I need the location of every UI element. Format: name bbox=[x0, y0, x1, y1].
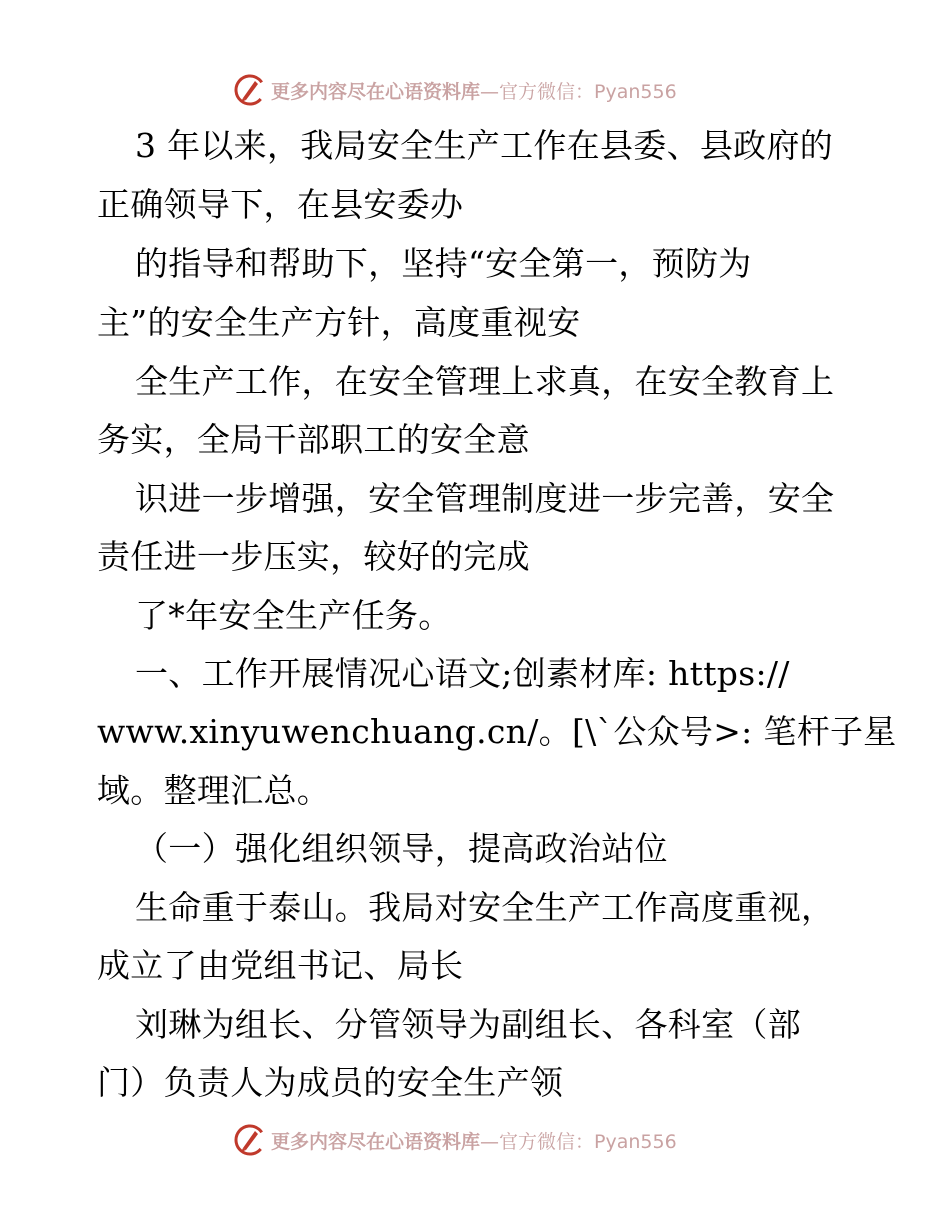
body-line: 生命重于泰山。我局对安全生产工作高度重视， bbox=[135, 888, 835, 927]
footer-banner-title: 更多内容尽在心语资料库 bbox=[271, 1130, 481, 1153]
body-line: 识进一步增强，安全管理制度进一步完善，安全 bbox=[135, 479, 835, 518]
quill-pen-logo-icon bbox=[233, 1123, 267, 1157]
body-line: 的指导和帮助下，坚持“安全第一，预防为 bbox=[135, 244, 752, 283]
body-line: 域。整理汇总。 bbox=[97, 771, 331, 810]
body-line: 刘琳为组长、分管领导为副组长、各科室（部 bbox=[135, 1005, 801, 1044]
footer-banner bbox=[233, 1122, 677, 1158]
body-line: 一、工作开展情况心语文;创素材库: https:// bbox=[135, 654, 790, 693]
body-line: 了*年安全生产任务。 bbox=[135, 596, 452, 635]
body-line: 全生产工作，在安全管理上求真，在安全教育上 bbox=[135, 362, 835, 401]
body-line: 正确领导下，在县安委办 bbox=[97, 185, 464, 224]
body-line: 责任进一步压实，较好的完成 bbox=[97, 537, 530, 576]
body-line: www.xinyuwenchuang.cn/。[\`公众号>: 笔杆子星 bbox=[97, 712, 897, 751]
body-line: 务实，全局干部职工的安全意 bbox=[97, 420, 530, 459]
body-line: 3 年以来，我局安全生产工作在县委、县政府的 bbox=[135, 126, 834, 165]
header-banner-title: 更多内容尽在心语资料库 bbox=[271, 80, 481, 103]
section-heading: （一）强化组织领导，提高政治站位 bbox=[135, 829, 668, 868]
footer-banner-wechat: —官方微信：Pyan556 bbox=[480, 1130, 677, 1153]
header-banner-wechat: —官方微信：Pyan556 bbox=[480, 80, 677, 103]
body-line: 主”的安全生产方针，高度重视安 bbox=[97, 303, 581, 342]
body-line: 成立了由党组书记、局长 bbox=[97, 946, 464, 985]
body-line: 门）负责人为成员的安全生产领 bbox=[97, 1063, 564, 1102]
